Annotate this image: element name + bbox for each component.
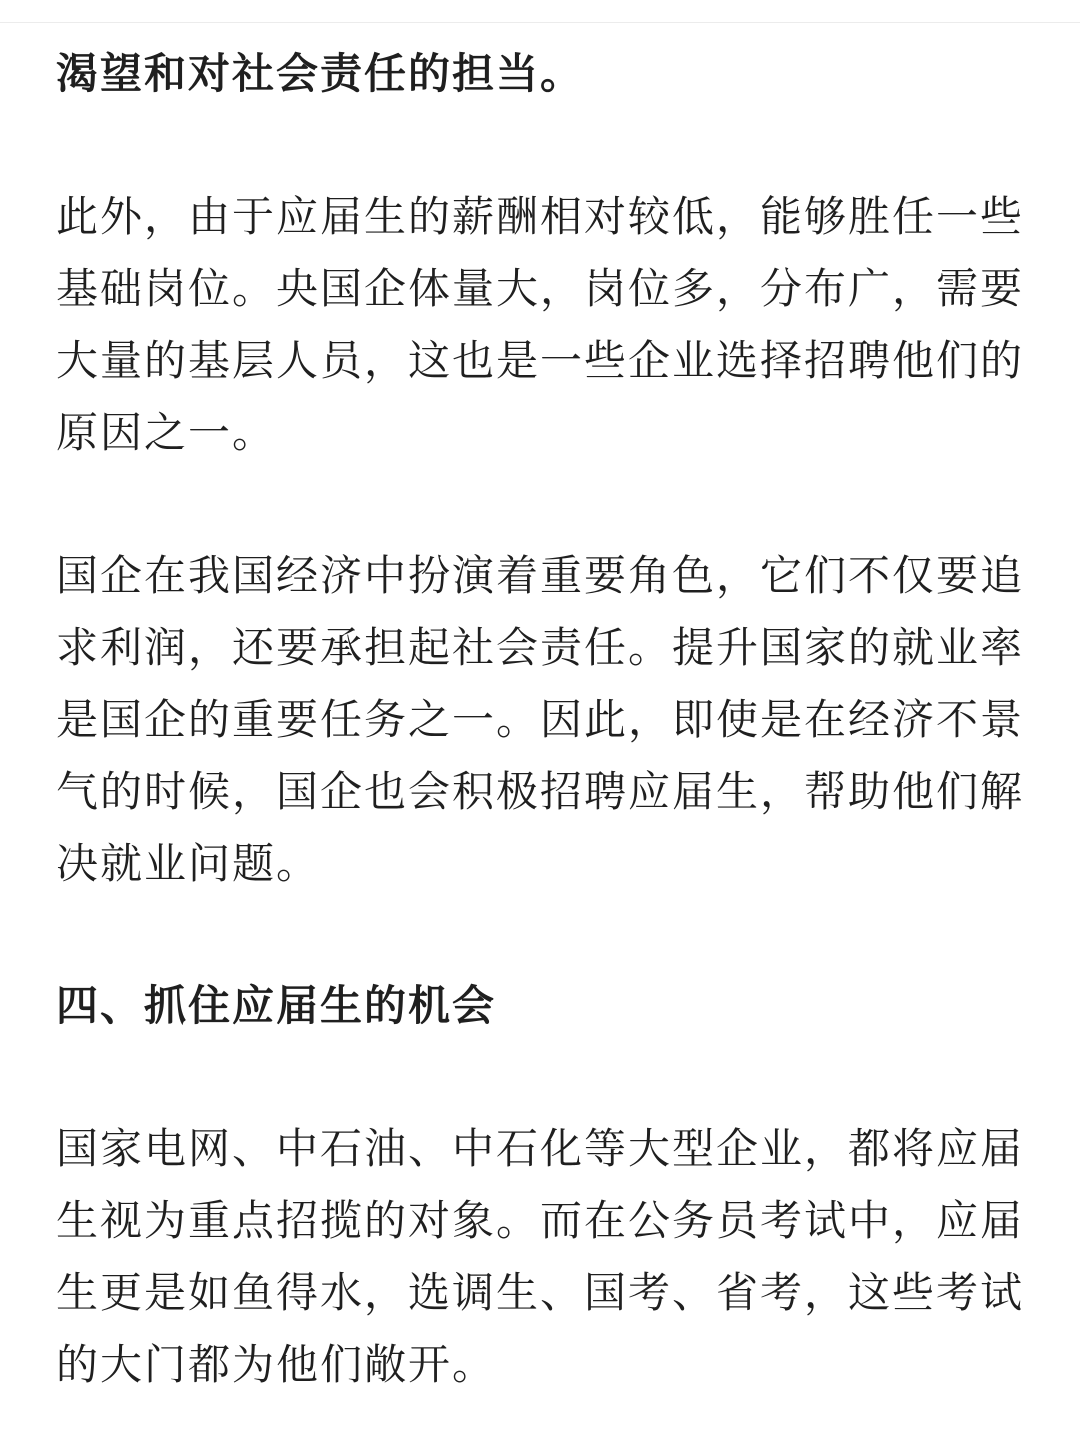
paragraph-2: 国企在我国经济中扮演着重要角色，它们不仅要追求利润，还要承担起社会责任。提升国家的就业率是国企的重要任务之一。因此，即使是在经济不景气的时候，国企也会积极招聘应届生，帮助他们解决就业问题。 [56,551,1025,888]
section-heading: 四、抓住应届生的机会 [56,981,497,1030]
paragraph-spacer [56,110,1036,181]
paragraph-spacer [56,469,1036,540]
paragraph-1: 此外，由于应届生的薪酬相对较低，能够胜任一些基础岗位。央国企体量大，岗位多，分布广，需要大量的基层人员，这也是一些企业选择招聘他们的原因之一。 [56,192,1025,457]
lead-line: 渴望和对社会责任的担当。 [56,49,585,98]
article-body [56,38,1036,1401]
paragraph-3: 国家电网、中石油、中石化等大型企业，都将应届生视为重点招揽的对象。而在公务员考试中，应届生更是如鱼得水，选调生、国考、省考，这些考试的大门都为他们敞开。 [56,1124,1025,1389]
paragraph-spacer [56,1042,1036,1113]
paragraph-spacer [56,900,1036,970]
top-divider [0,0,1080,23]
